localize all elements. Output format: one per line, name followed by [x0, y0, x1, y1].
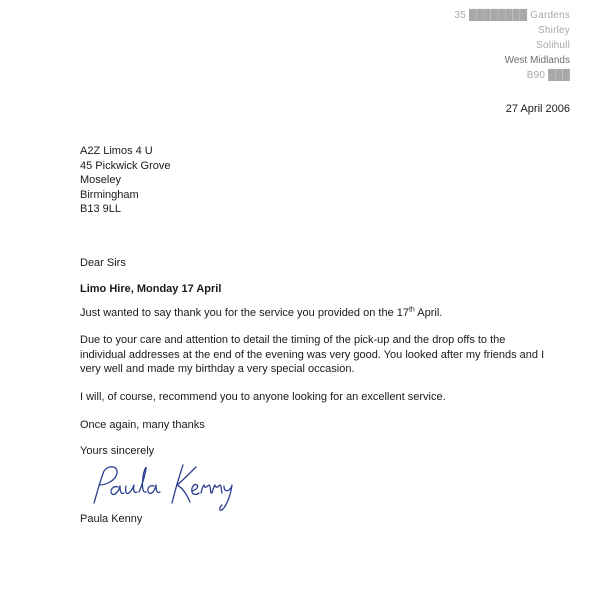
- letter-date: 27 April 2006: [505, 103, 570, 115]
- recipient-line-2: 45 Pickwick Grove: [80, 159, 171, 172]
- ordinal-suffix: th: [408, 306, 415, 314]
- recipient-line-5: B13 9LL: [80, 203, 121, 216]
- sender-address-line-3: Solihull: [536, 40, 570, 51]
- paragraph-2: Due to your care and attention to detail the timing of the pick-up and the drop offs to the individual addresses at the end of the evening was very good. You looked after my friends and I very well and made my birthday a very special occasion.: [80, 334, 545, 375]
- salutation: Dear Sirs: [80, 257, 126, 269]
- paragraph-1: [80, 306, 550, 321]
- recipient-line-3: Moseley: [80, 174, 121, 187]
- recipient-line-1: A2Z Limos 4 U: [80, 145, 153, 157]
- sender-address-line-5: B90 ███: [526, 70, 570, 81]
- paragraph-4: Once again, many thanks: [80, 419, 205, 431]
- paragraph-3: I will, of course, recommend you to anyone looking for an excellent service.: [80, 391, 446, 403]
- signer-name: Paula Kenny: [80, 513, 143, 525]
- sender-address-line-1: 35 ████████ Gardens: [454, 10, 570, 21]
- sender-address-line-2: Shirley: [538, 25, 570, 36]
- sender-address: [454, 8, 570, 83]
- paragraph-1-text: Just wanted to say thank you for the service you provided on the 17: [80, 307, 409, 319]
- handwritten-signature: [80, 455, 240, 515]
- paragraph-1-end: April.: [414, 307, 443, 319]
- recipient-address: [80, 144, 170, 217]
- sender-address-line-4: West Midlands: [504, 55, 570, 66]
- subject-line: Limo Hire, Monday 17 April: [80, 283, 222, 295]
- recipient-line-4: Birmingham: [80, 188, 139, 201]
- closing: Yours sincerely: [80, 445, 155, 457]
